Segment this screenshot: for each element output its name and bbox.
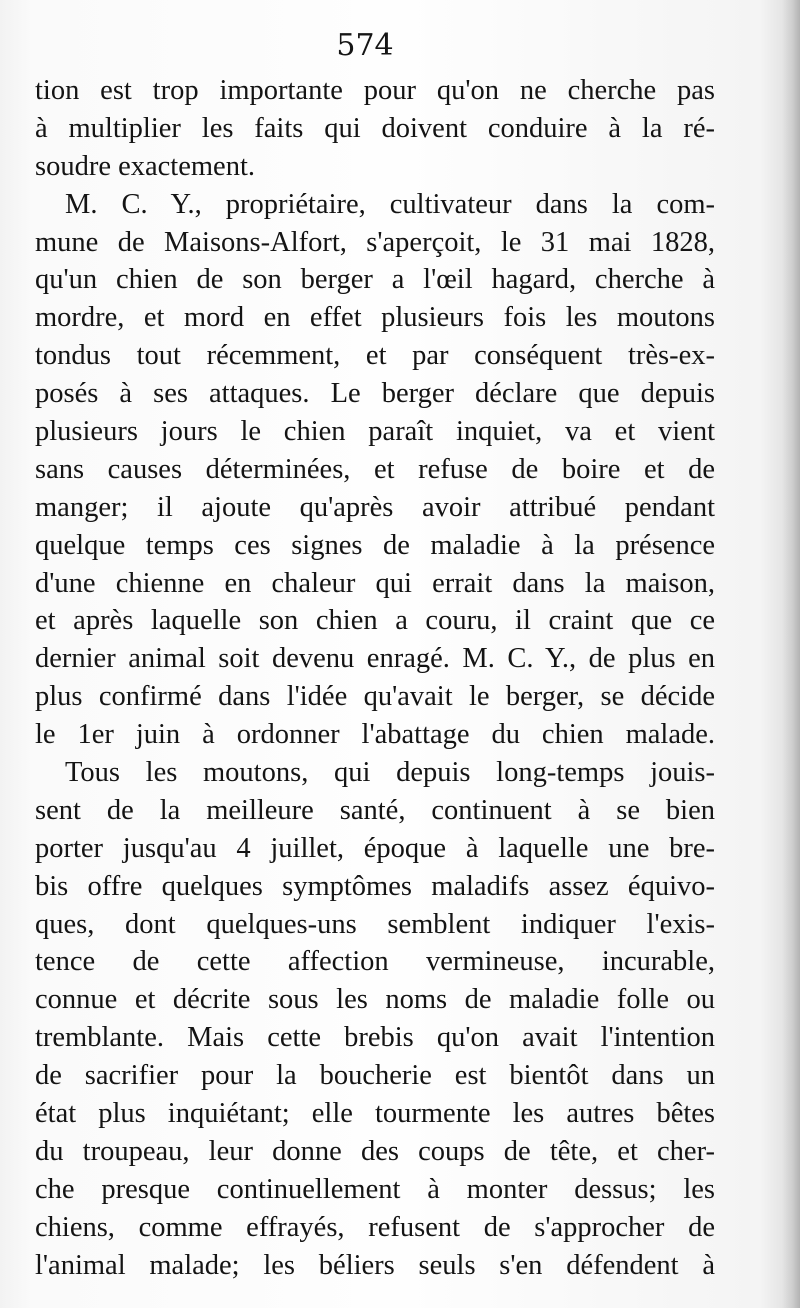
text-line: sent de la meilleure santé, continuent à se bien [35,794,715,826]
text-line: ques, dont quelques-uns semblent indiquer l'exis- [35,908,715,940]
text-line: soudre exactement. [35,150,255,182]
text-line: Tous les moutons, qui depuis long-temps jouis- [65,757,715,789]
page-edge-shadow [782,0,800,1308]
text-line: quelque temps ces signes de maladie à la présence [35,529,715,561]
text-line: l'animal malade; les béliers seuls s'en défendent à [35,1249,715,1281]
text-line: chiens, comme effrayés, refusent de s'approcher de [35,1211,715,1243]
text-line: M. C. Y., propriétaire, cultivateur dans la com- [65,188,715,220]
text-line: dernier animal soit devenu enragé. M. C. Y., de plus en [35,643,715,675]
text-line: le 1er juin à ordonner l'abattage du chien malade. [35,719,715,751]
page-number: 574 [336,28,394,63]
text-line: connue et décrite sous les noms de maladie folle ou [35,984,715,1016]
text-line: che presque continuellement à monter dessus; les [35,1173,715,1205]
text-line: et après laquelle son chien a couru, il craint que ce [35,605,715,637]
text-line: d'une chienne en chaleur qui errait dans la maison, [35,567,715,599]
text-line: posés à ses attaques. Le berger déclare que depuis [35,378,715,410]
page-body-text [35,72,715,1285]
text-line: à multiplier les faits qui doivent conduire à la ré- [35,112,715,144]
text-line: mune de Maisons-Alfort, s'aperçoit, le 31 mai 1828, [35,226,715,258]
text-line: manger; il ajoute qu'après avoir attribué pendant [35,491,715,523]
text-line: plusieurs jours le chien paraît inquiet, va et vient [35,416,715,448]
text-line: porter jusqu'au 4 juillet, époque à laquelle une bre- [35,832,715,864]
text-line: plus confirmé dans l'idée qu'avait le berger, se décide [35,681,715,713]
text-line: tremblante. Mais cette brebis qu'on avait l'intention [35,1022,715,1054]
text-line: qu'un chien de son berger a l'œil hagard, cherche à [35,264,715,296]
text-line: tondus tout récemment, et par conséquent très-ex- [35,340,715,372]
text-line: état plus inquiétant; elle tourmente les autres bêtes [35,1098,715,1130]
text-line: de sacrifier pour la boucherie est bientôt dans un [35,1060,715,1092]
text-line: bis offre quelques symptômes maladifs assez équivo- [35,870,715,902]
text-line: tion est trop importante pour qu'on ne cherche pas [35,75,715,106]
text-line: mordre, et mord en effet plusieurs fois les moutons [35,302,715,334]
text-line: tence de cette affection vermineuse, incurable, [35,946,715,978]
text-line: du troupeau, leur donne des coups de tête, et cher- [35,1135,715,1167]
text-line: sans causes déterminées, et refuse de boire et de [35,453,715,485]
